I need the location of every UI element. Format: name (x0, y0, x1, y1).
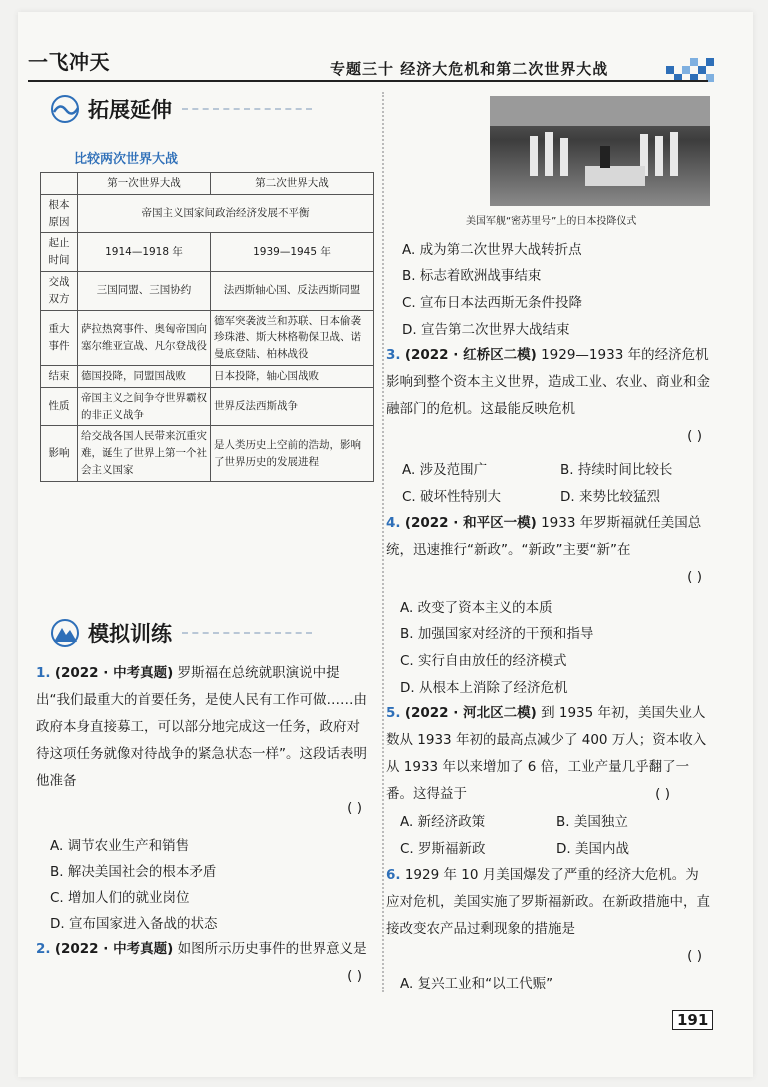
table-row (41, 194, 374, 233)
row-label: 根本原因 (41, 194, 78, 233)
option-a: A. 调节农业生产和销售 (50, 838, 190, 854)
answer-bracket: ( ) (687, 428, 702, 444)
series-logo: 一飞冲天 (28, 50, 110, 74)
question-number: 6. (386, 867, 401, 883)
table-cell: 1914—1918 年 (78, 233, 211, 272)
option-c: C. 宣布日本法西斯无条件投降 (402, 295, 583, 311)
section-title: 拓展延伸 (88, 97, 172, 122)
page-number: 191 (672, 1010, 713, 1030)
question-source: (2022 · 河北区二模) (404, 705, 537, 721)
table-header-cell: 第一次世界大战 (78, 173, 211, 195)
table-cell: 帝国主义国家间政治经济发展不平衡 (78, 194, 374, 233)
answer-bracket: ( ) (347, 968, 362, 984)
question-source: (2022 · 红桥区二模) (404, 347, 537, 363)
table-cell: 给交战各国人民带来沉重灾难，诞生了世界上第一个社会主义国家 (78, 426, 211, 481)
question-number: 3. (386, 347, 401, 363)
table-row (41, 310, 374, 365)
option-d: D. 从根本上消除了经济危机 (400, 680, 568, 696)
mountain-icon (48, 618, 82, 648)
question-stem: 罗斯福在总统就职演说中提出“我们最重大的首要任务，是使人民有工作可做……由政府本身直接募工，可以部分地完成这一任务，政府对待这项任务就像对待战争的紧急状态一样”。这段话表明他准备 (36, 665, 367, 789)
table-cell: 萨拉热窝事件、奥匈帝国向塞尔维亚宣战、凡尔登战役 (78, 310, 211, 365)
question-stem: 1929—1933 年的经济危机影响到整个资本主义世界，造成工业、农业、商业和金融部门的危机。这最能反映危机 (386, 347, 710, 417)
option-b: B. 解决美国社会的根本矛盾 (50, 864, 217, 880)
question-stem: 1933 年罗斯福就任美国总统，迅速推行“新政”。“新政”主要“新”在 (386, 515, 702, 558)
table-cell: 是人类历史上空前的浩劫，影响了世界历史的发展进程 (210, 426, 373, 481)
question-source: (2022 · 中考真题) (54, 941, 174, 957)
table-row (41, 271, 374, 310)
option-a: A. 改变了资本主义的本质 (400, 600, 553, 616)
option-a: A. 涉及范围广 (402, 462, 488, 478)
photo-figures (490, 96, 710, 206)
question-stem: 如图所示历史事件的世界意义是 (177, 941, 367, 957)
table-cell: 三国同盟、三国协约 (78, 271, 211, 310)
question-1 (36, 660, 370, 822)
option-d: D. 来势比较猛烈 (560, 489, 660, 505)
question-source: (2022 · 中考真题) (54, 665, 174, 681)
question-stem: 到 1935 年初，美国失业人数从 1933 年初的最高点减少了 400 万人；资本收入从 1933 年以来增加了 6 倍，工业产量几乎翻了一番。这得益于 (386, 705, 707, 802)
table-cell: 德国投降，同盟国战败 (78, 365, 211, 387)
checker-decoration-icon (666, 52, 716, 82)
question-6 (386, 862, 710, 970)
answer-bracket: ( ) (687, 948, 702, 964)
question-number: 1. (36, 665, 51, 681)
row-label: 影响 (41, 426, 78, 481)
chapter-title: 专题三十 经济大危机和第二次世界大战 (330, 60, 609, 78)
section-training-heading (48, 618, 312, 648)
table-cell: 帝国主义之间争夺世界霸权的非正义战争 (78, 387, 211, 426)
option-b: B. 标志着欧洲战事结束 (402, 268, 542, 284)
wave-icon (48, 94, 82, 124)
table-row (41, 365, 374, 387)
table-cell: 1939—1945 年 (210, 233, 373, 272)
comparison-table (40, 172, 374, 482)
option-b: B. 加强国家对经济的干预和指导 (400, 626, 594, 642)
section-title: 模拟训练 (88, 621, 172, 646)
option-b: B. 持续时间比较长 (560, 462, 673, 478)
table-cell: 德军突袭波兰和苏联、日本偷袭珍珠港、斯大林格勒保卫战、诺曼底登陆、柏林战役 (210, 310, 373, 365)
table-row (41, 233, 374, 272)
surrender-ceremony-photo (490, 96, 710, 206)
option-a: A. 成为第二次世界大战转折点 (402, 242, 582, 258)
question-stem: 1929 年 10 月美国爆发了严重的经济大危机。为应对危机，美国实施了罗斯福新政。在新政措施中，直接改变农产品过剩现象的措施是 (386, 867, 710, 937)
column-separator (382, 92, 384, 992)
section-divider (182, 632, 312, 634)
table-cell: 日本投降，轴心国战败 (210, 365, 373, 387)
question-5 (386, 700, 710, 808)
row-label: 交战双方 (41, 271, 78, 310)
section-divider (182, 108, 312, 110)
option-d: D. 宣布国家进入备战的状态 (50, 916, 218, 932)
option-c: C. 罗斯福新政 (400, 841, 486, 857)
option-a: A. 复兴工业和“以工代赈” (400, 976, 554, 992)
table-row (41, 387, 374, 426)
table-header-row (41, 173, 374, 195)
section-extension-heading (48, 94, 312, 124)
option-b: B. 美国独立 (556, 814, 628, 830)
option-a: A. 新经济政策 (400, 814, 486, 830)
question-number: 5. (386, 705, 401, 721)
option-d: D. 宣告第二次世界大战结束 (402, 322, 570, 338)
table-corner-cell (41, 173, 78, 195)
table-row (41, 426, 374, 481)
row-label: 重大事件 (41, 310, 78, 365)
answer-bracket: ( ) (347, 800, 362, 816)
question-2 (36, 936, 370, 990)
table-header-cell: 第二次世界大战 (210, 173, 373, 195)
header-rule (28, 80, 708, 82)
answer-bracket: ( ) (687, 569, 702, 585)
photo-caption: 美国军舰“密苏里号”上的日本投降仪式 (466, 216, 637, 227)
row-label: 起止时间 (41, 233, 78, 272)
option-d: D. 美国内战 (556, 841, 629, 857)
question-3 (386, 342, 710, 450)
answer-bracket: ( ) (655, 786, 670, 802)
row-label: 结束 (41, 365, 78, 387)
question-number: 2. (36, 941, 51, 957)
question-4 (386, 510, 710, 591)
row-label: 性质 (41, 387, 78, 426)
table-cell: 世界反法西斯战争 (210, 387, 373, 426)
table-title: 比较两次世界大战 (74, 152, 179, 167)
option-c: C. 增加人们的就业岗位 (50, 890, 190, 906)
table-cell: 法西斯轴心国、反法西斯同盟 (210, 271, 373, 310)
option-c: C. 实行自由放任的经济模式 (400, 653, 567, 669)
question-source: (2022 · 和平区一模) (404, 515, 537, 531)
question-number: 4. (386, 515, 401, 531)
option-c: C. 破坏性特别大 (402, 489, 502, 505)
